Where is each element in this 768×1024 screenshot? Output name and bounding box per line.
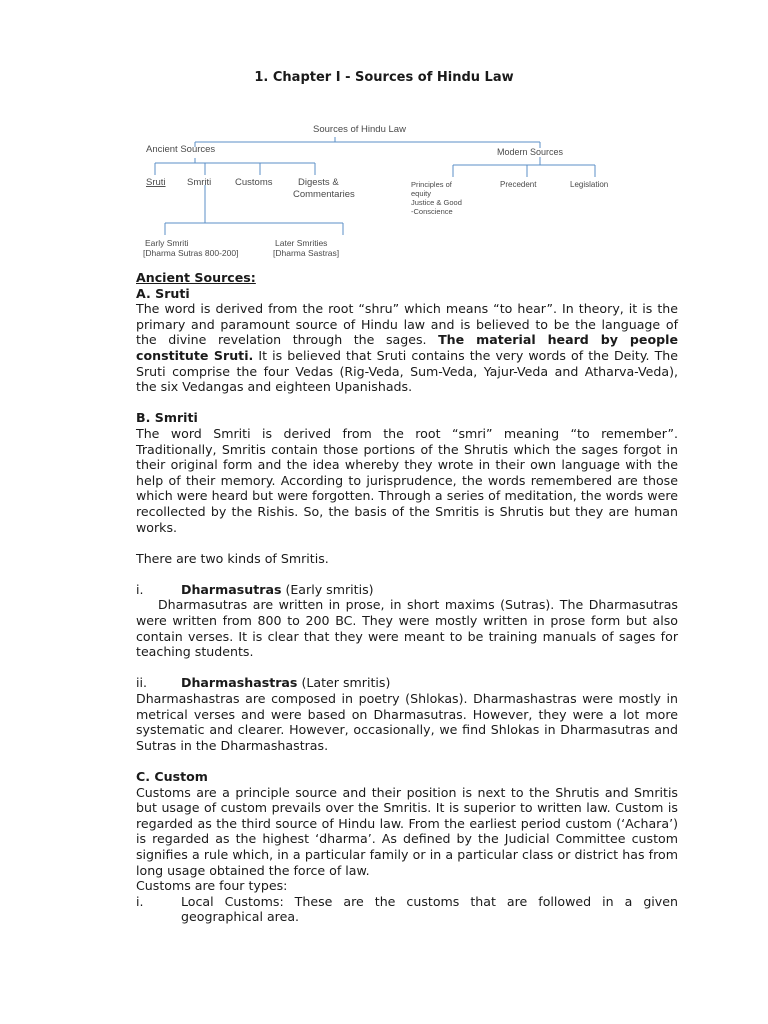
diagram-later-detail: [Dharma Sastras]	[273, 248, 340, 258]
diagram-principles-4: -Conscience	[411, 207, 453, 216]
diagram-later-smriti: Later Smrities	[275, 238, 328, 248]
diagram-principles-3: Justice & Good	[411, 198, 462, 207]
sources-diagram	[135, 115, 615, 263]
dharmashastras-item	[136, 675, 678, 691]
dharmashastras-term: Dharmashastras	[181, 675, 298, 691]
local-customs-num: i.	[136, 893, 144, 909]
custom-heading: C. Custom	[136, 769, 208, 784]
diagram-sruti: Sruti	[146, 177, 166, 188]
diagram-modern: Modern Sources	[497, 147, 564, 157]
diagram-principles-1: Principles of	[411, 180, 452, 189]
two-kinds-text: There are two kinds of Smritis.	[136, 550, 329, 566]
diagram-commentaries: Commentaries	[293, 189, 355, 200]
diagram-legislation: Legislation	[570, 180, 609, 189]
document-body	[136, 270, 683, 925]
sruti-text-2: It is believed that Sruti contains the very words of the Deity. The Sruti comprise the four Vedas (Rig-Veda, Sum-Veda, Yajur-Veda and Atharva-Veda), the six Vedangas and eighteen Upanishads.	[136, 347, 678, 395]
diagram-early-detail: [Dharma Sutras 800-200]	[143, 248, 239, 258]
custom-types-text: Customs are four types:	[136, 878, 288, 894]
dharmasutras-term: Dharmasutras	[181, 581, 282, 597]
diagram-smriti: Smriti	[187, 177, 212, 188]
diagram-digests: Digests &	[298, 177, 339, 188]
custom-paragraph: Customs are a principle source and their position is next to the Shrutis and Smritis but usage of custom prevails over the Smritis. It is superior to written law. Custom is regarded as the third source of Hindu law. From the earliest period custom (‘Achara’) is regarded as the highest ‘dharma’. As defined by the Judicial Committee custom signifies a rule which, in a particular family or in a particular class or district has from long usage obtained the force of law.	[136, 784, 678, 878]
dharmasutras-item	[136, 582, 678, 598]
sruti-paragraph	[136, 301, 678, 395]
smriti-heading: B. Smriti	[136, 410, 198, 426]
diagram-precedent: Precedent	[500, 180, 537, 189]
dharmashastras-num: ii.	[136, 675, 148, 691]
diagram-early-smriti: Early Smriti	[145, 238, 189, 248]
diagram-principles-2: equity	[411, 189, 432, 198]
ancient-sources-heading: Ancient Sources:	[136, 270, 256, 285]
local-customs-text: Local Customs: These are the customs that are followed in a given geographical area.	[181, 893, 678, 925]
page-title: 1. Chapter I - Sources of Hindu Law	[254, 70, 514, 85]
smriti-paragraph: The word Smriti is derived from the root “smri” meaning “to remember”. Traditionally, Smritis contain those portions of the Shrutis which the sages forgot in their original form and the idea whereby they wrote in their own language with the help of their memory. According to jurisprudence, the words remembered are those which were heard but were forgotten. Through a series of meditation, the words were recollected by the Rishis. So, the basis of the Smritis is Shrutis but they are human works.	[136, 425, 678, 535]
dharmashastras-paragraph: Dharmashastras are composed in poetry (Shlokas). Dharmashastras were mostly in metrical verses and were based on Dharmasutras. However, they were a lot more systematic and clearer. However, occasionally, we find Shlokas in Dharmasutras and Sutras in the Dharmashastras.	[136, 691, 678, 753]
sruti-bold: The material heard by people constitute Sruti.	[136, 332, 678, 363]
dharmasutras-num: i.	[136, 581, 144, 597]
dharmasutras-paren: (Early smritis)	[281, 581, 374, 597]
diagram-ancient: Ancient Sources	[146, 144, 216, 155]
sruti-heading: A. Sruti	[136, 285, 190, 301]
diagram-root: Sources of Hindu Law	[313, 124, 406, 135]
sruti-text-1: The word is derived from the root “shru” which means “to hear”. In theory, it is the primary and paramount source of Hindu law and is believed to be the language of the divine revelation through the sages.	[136, 301, 678, 348]
local-customs-item	[136, 894, 678, 925]
dharmashastras-paren: (Later smritis)	[297, 675, 391, 691]
diagram-customs: Customs	[235, 177, 273, 188]
dharmasutras-paragraph: Dharmasutras are written in prose, in short maxims (Sutras). The Dharmasutras were written from 800 to 200 BC. They were mostly written in prose form but also contain verses. It is clear that they were meant to be training manuals of sages for teaching students.	[136, 597, 683, 660]
